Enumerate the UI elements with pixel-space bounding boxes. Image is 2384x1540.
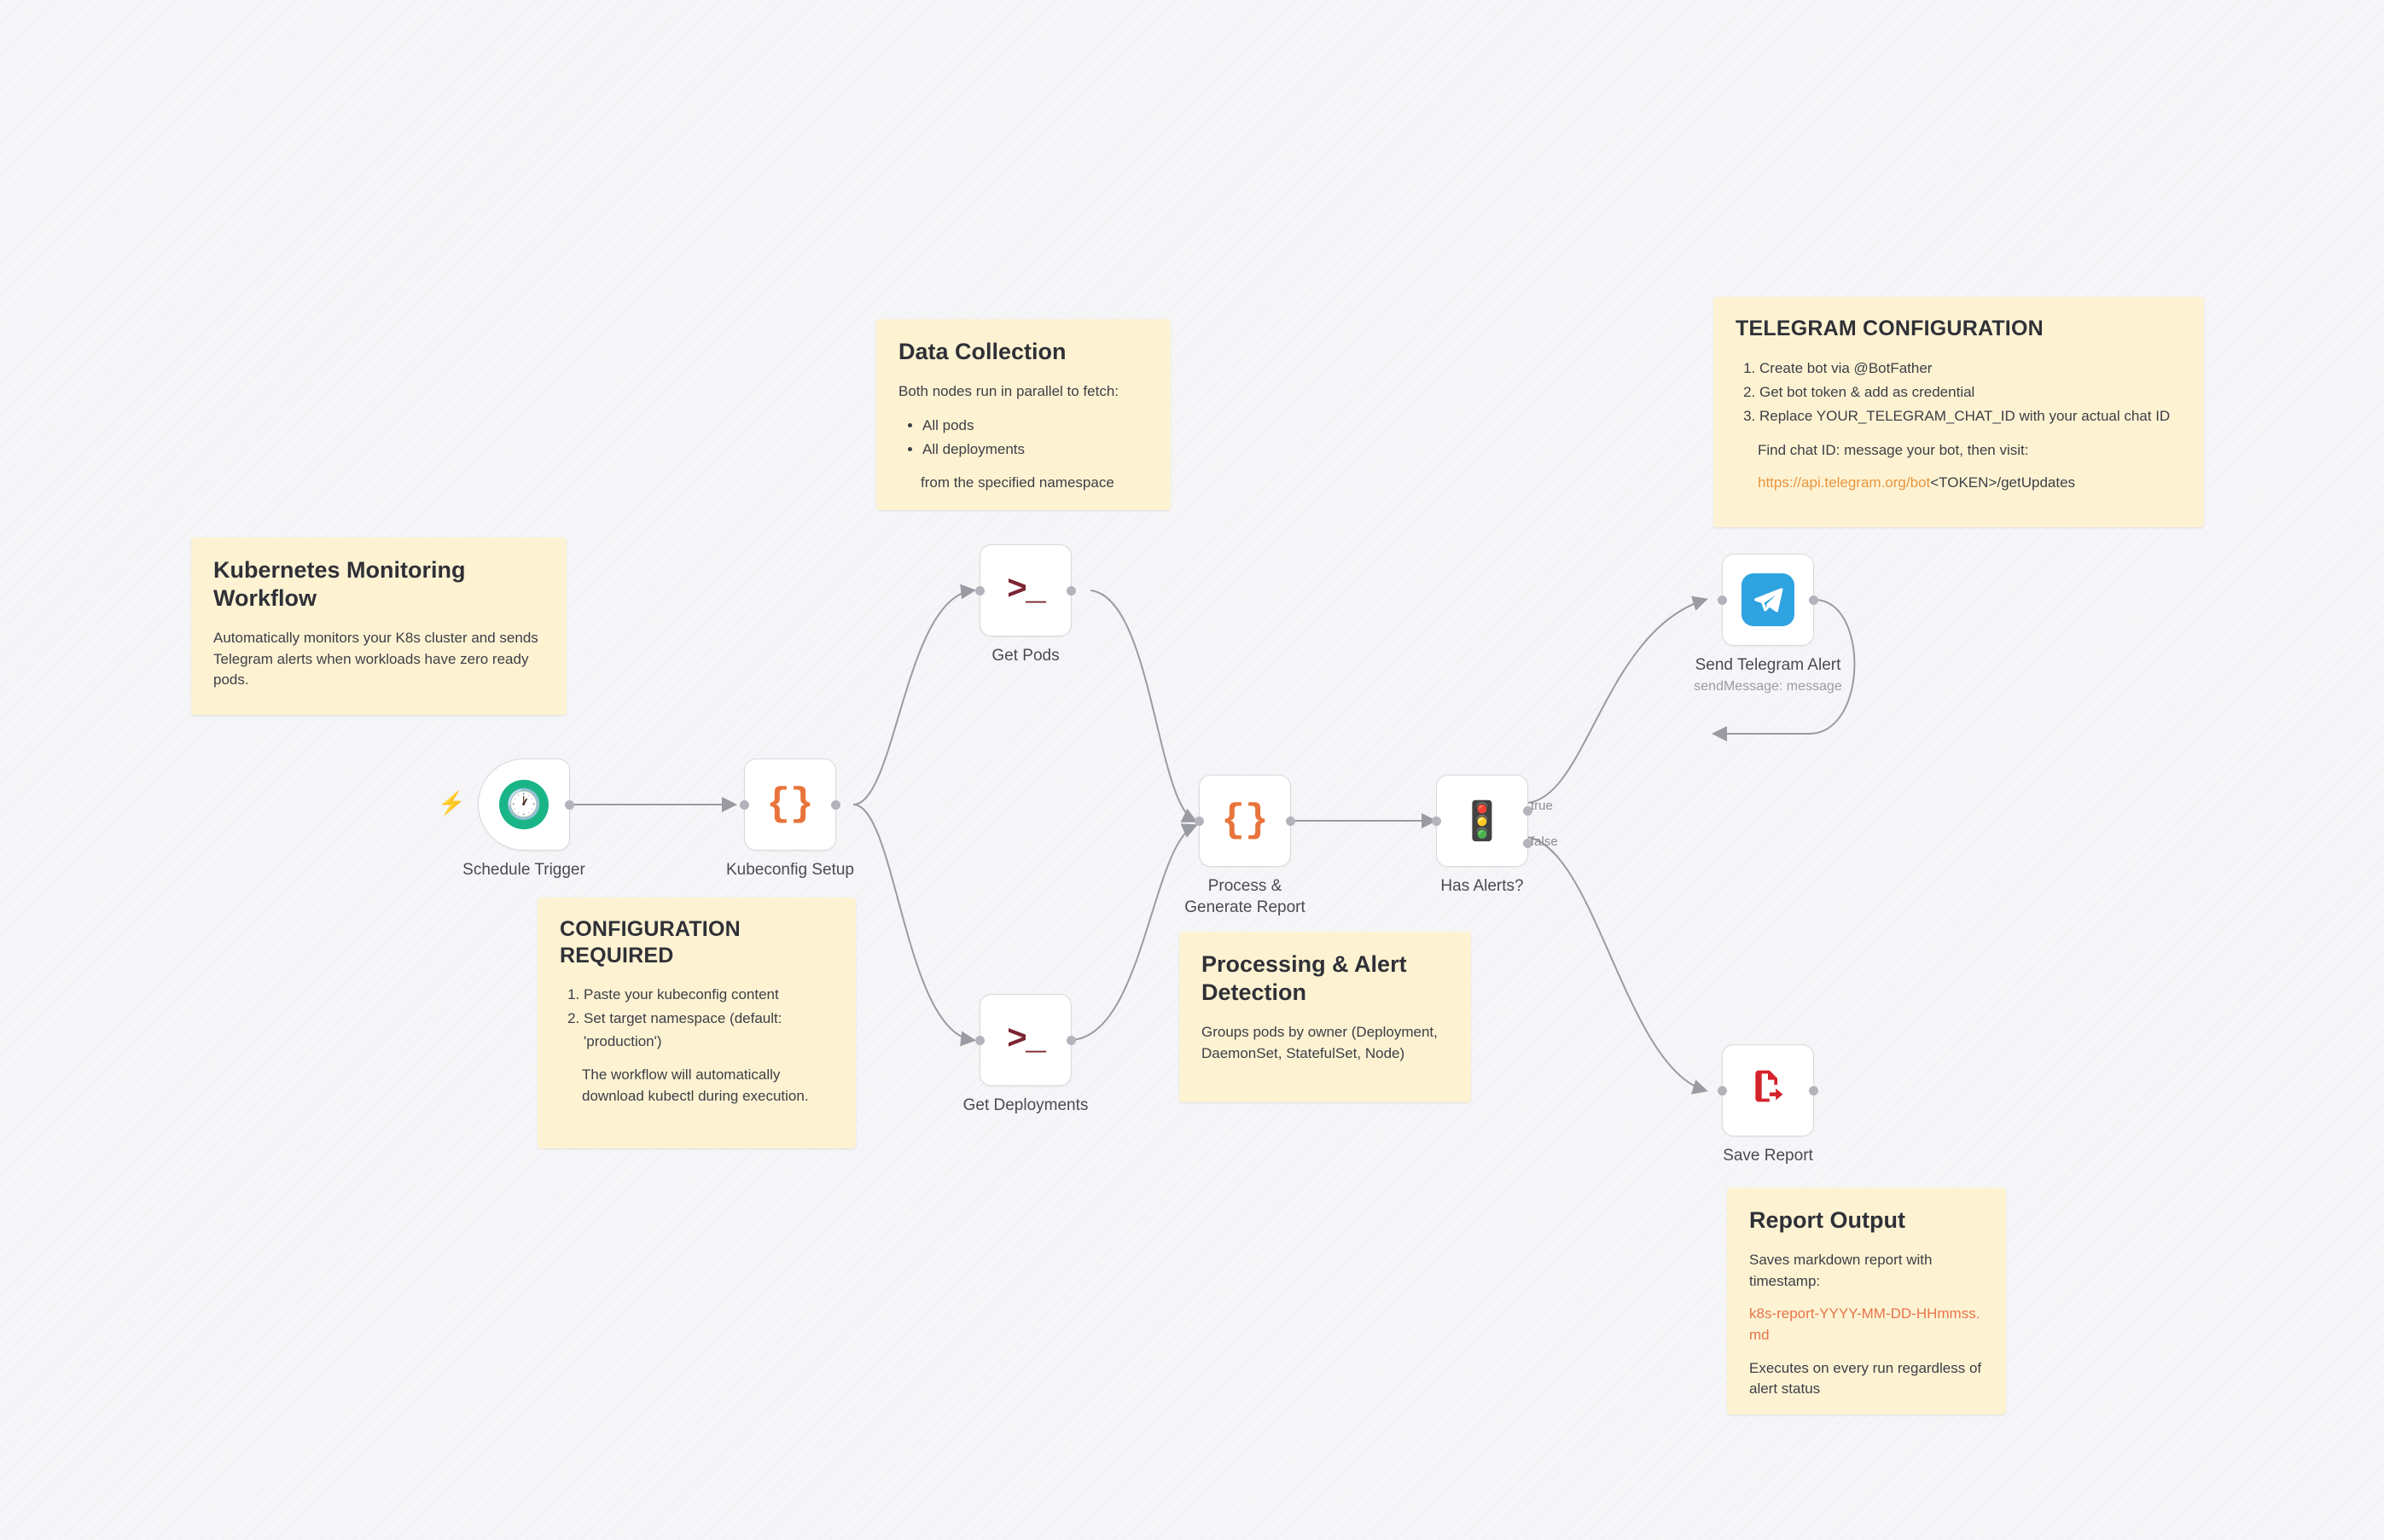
telegram-link-suffix: /getUpdates bbox=[1997, 474, 2076, 491]
note-report-output[interactable] bbox=[1727, 1188, 2006, 1415]
node-kubeconfig-setup[interactable] bbox=[725, 758, 855, 879]
note-data-collection-footer: from the specified namespace bbox=[921, 474, 1114, 491]
input-port[interactable] bbox=[1718, 1086, 1727, 1095]
code-icon: {} bbox=[1221, 799, 1269, 843]
node-label: Get Pods bbox=[991, 647, 1060, 665]
file-export-icon bbox=[1749, 1067, 1787, 1114]
list-item: • All pods bbox=[922, 415, 1148, 437]
output-port[interactable] bbox=[1809, 1086, 1818, 1095]
node-get-pods[interactable] bbox=[980, 544, 1072, 665]
note-data-collection-intro: Both nodes run in parallel to fetch: bbox=[898, 382, 1119, 399]
list-item: 1. Paste your kubeconfig content bbox=[584, 984, 834, 1006]
input-port[interactable] bbox=[975, 1036, 985, 1045]
node-label: Save Report bbox=[1723, 1147, 1813, 1165]
note-report-body: Saves markdown report with timestamp: bbox=[1749, 1251, 1933, 1289]
output-port[interactable] bbox=[1286, 816, 1295, 826]
note-overview-body: Automatically monitors your K8s cluster and sends Telegram alerts when workloads have zero ready pods. bbox=[213, 629, 538, 689]
note-processing-title: Processing & Alert Detection bbox=[1201, 951, 1407, 1005]
note-report-title: Report Output bbox=[1749, 1207, 1905, 1233]
note-telegram-title: TELEGRAM CONFIGURATION bbox=[1736, 317, 2044, 340]
node-label: Process & Generate Report bbox=[1184, 877, 1305, 916]
note-telegram-link[interactable] bbox=[1758, 473, 2182, 494]
node-get-deployments[interactable] bbox=[962, 994, 1089, 1114]
branch-label-false: false bbox=[1531, 834, 1558, 849]
input-port[interactable] bbox=[1718, 596, 1727, 605]
clock-icon: 🕐 bbox=[499, 780, 549, 829]
branch-label-true: true bbox=[1531, 799, 1553, 813]
node-sublabel: sendMessage: message bbox=[1694, 679, 1842, 694]
note-telegram-findchat: Find chat ID: message your bot, then visit: bbox=[1758, 441, 2029, 458]
input-port[interactable] bbox=[740, 800, 749, 810]
list-item: 1. Create bot via @BotFather bbox=[1759, 357, 2182, 380]
note-telegram-list bbox=[1736, 357, 2182, 428]
list-item: 2. Set target namespace (default: 'production') bbox=[584, 1008, 834, 1053]
terminal-icon: >_ bbox=[1006, 571, 1044, 610]
node-save-report[interactable] bbox=[1722, 1044, 1814, 1165]
note-processing-body: Groups pods by owner (Deployment, DaemonSet, StatefulSet, Node) bbox=[1201, 1023, 1438, 1061]
input-port[interactable] bbox=[975, 586, 985, 596]
telegram-link-prefix: https://api.telegram.org/bot bbox=[1758, 474, 1931, 491]
note-config-title: CONFIGURATION REQUIRED bbox=[560, 917, 741, 968]
note-data-collection-title: Data Collection bbox=[898, 339, 1067, 364]
note-report-footer: Executes on every run regardless of alert status bbox=[1749, 1359, 1982, 1398]
node-label: Has Alerts? bbox=[1440, 877, 1524, 895]
output-port[interactable] bbox=[1067, 586, 1076, 596]
lightning-icon: ⚡ bbox=[438, 790, 466, 816]
node-label: Kubeconfig Setup bbox=[725, 861, 855, 879]
node-label: Schedule Trigger bbox=[462, 861, 585, 879]
switch-icon: 🚦 bbox=[1458, 800, 1506, 842]
node-send-telegram-alert[interactable] bbox=[1694, 554, 1842, 694]
input-port[interactable] bbox=[1195, 816, 1204, 826]
output-port[interactable] bbox=[831, 800, 840, 810]
note-telegram-configuration[interactable] bbox=[1713, 297, 2204, 527]
telegram-icon bbox=[1741, 573, 1794, 626]
note-data-collection-list bbox=[898, 415, 1148, 462]
list-item: 2. Get bot token & add as credential bbox=[1759, 381, 2182, 404]
list-item: • All deployments bbox=[922, 439, 1148, 461]
terminal-icon: >_ bbox=[1006, 1020, 1044, 1060]
output-port[interactable] bbox=[565, 800, 574, 810]
note-config-footer: The workflow will automatically download kubectl during execution. bbox=[582, 1066, 809, 1104]
note-config-list bbox=[560, 984, 834, 1053]
node-process-generate-report[interactable] bbox=[1184, 775, 1305, 916]
output-port[interactable] bbox=[1809, 596, 1818, 605]
node-label: Get Deployments bbox=[962, 1096, 1089, 1114]
code-icon: {} bbox=[766, 782, 814, 827]
note-configuration-required[interactable] bbox=[538, 898, 856, 1148]
note-processing-alert-detection[interactable] bbox=[1179, 932, 1471, 1102]
output-port[interactable] bbox=[1067, 1036, 1076, 1045]
input-port[interactable] bbox=[1432, 816, 1441, 826]
note-overview-title: Kubernetes Monitoring Workflow bbox=[213, 557, 466, 611]
note-report-filename: k8s-report-YYYY-MM-DD-HHmmss.md bbox=[1749, 1305, 1980, 1343]
node-schedule-trigger[interactable] bbox=[438, 758, 585, 879]
node-label: Send Telegram Alert bbox=[1695, 656, 1841, 674]
node-has-alerts[interactable] bbox=[1436, 775, 1558, 895]
note-data-collection[interactable] bbox=[876, 319, 1171, 510]
list-item: 3. Replace YOUR_TELEGRAM_CHAT_ID with your actual chat ID bbox=[1759, 405, 2182, 427]
telegram-link-token: <TOKEN> bbox=[1930, 474, 1997, 491]
note-overview[interactable] bbox=[191, 538, 567, 715]
